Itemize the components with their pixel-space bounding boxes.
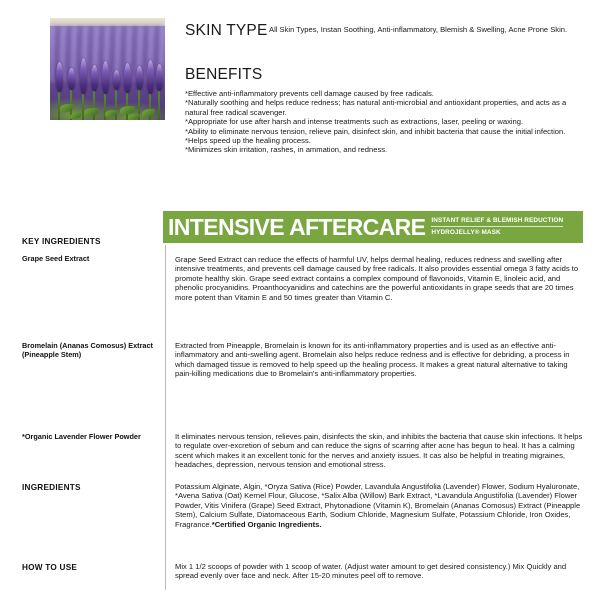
- key-ingredient-name-line: Grape Seed Extract: [22, 254, 90, 263]
- organic-footnote: *Certified Organic Ingredients.: [211, 519, 322, 529]
- photo-lavender-spike: [124, 63, 131, 93]
- key-ingredient-name-line: Bromelain (Ananas Comosus) Extract: [22, 341, 153, 350]
- key-ingredient-name: [22, 341, 167, 359]
- benefit-item: *Ability to eliminate nervous tension, relieve pain, disinfect skin, and inhibit bacteria that cause the initial infection.: [185, 126, 566, 136]
- skin-type-value: All Skin Types, Instan Soothing, Anti-inflammatory, Blemish & Swelling, Acne Prone Skin.: [269, 25, 568, 34]
- banner-tagline: [431, 217, 563, 237]
- photo-lavender-spike: [91, 65, 98, 91]
- key-ingredient-name-line: *Organic Lavender Flower Powder: [22, 432, 141, 441]
- photo-lavender-spike: [113, 70, 120, 90]
- column-divider: [165, 245, 166, 590]
- key-ingredient-description: It eliminates nervous tension, relieves pain, disinfects the skin, and inhibits the bacteria that cause skin infections. It helps to regulate over-excretion of sebum and can reduce the signs of scarring after acne has begun to heal. It has a calming scent which makes it an excellent tonic for the nerves and anxiety issues. It cas also be helpful in treating migraines, headaches, depression, nervous tension and emotional stress.: [175, 432, 583, 470]
- photo-lavender-spike: [68, 68, 75, 90]
- banner-tagline-line2: HYDROJELLY® MASK: [431, 229, 501, 236]
- key-ingredient-description: Grape Seed Extract can reduce the effects of harmful UV, helps dermal healing, reduces redness and swelling after intensive treatments, and prevents cell damage caused by free radicals. It also provides essential omega 3 fatty acids to promote healthy skin. Grape seed extract contains a complex compound of flavonoids, Vitamin E, linoleic acid, and phenolic procyanidins. Proanthocyanidins and catechins are the powerful antioxidants in grape seeds that are 20 times more potent than Vitamin E and 50 times greater than Vitamin C.: [175, 255, 579, 302]
- how-to-use-text: Mix 1 1/2 scoops of powder with 1 scoop of water. (Adjust water amount to get desired consistency.) Mix Quickly and spread evenly over face and neck. After 15-20 minutes peel off to remove.: [175, 562, 567, 581]
- benefit-item: *Appropriate for use after harsh and intense treatments such as extractions, laser, peeling or waxing.: [185, 117, 524, 127]
- benefit-item: *Helps speed up the healing process.: [185, 136, 311, 146]
- benefits-label: BENEFITS: [185, 66, 263, 83]
- photo-stem: [158, 87, 160, 120]
- photo-lavender-spike: [147, 60, 154, 94]
- benefits-section: [185, 66, 585, 155]
- lavender-field-photo: [50, 18, 165, 120]
- key-ingredient-description: Extracted from Pineapple, Bromelain is known for its anti-inflammatory properties and is used as an effective anti-inflammatory and anti-swelling agent. Bromelain also helps reduce redness and is effective for debriding, a process in which damaged tissue is removed to help speed up the healing process. It makes a great natural alternative to taking pain-killing medications due to Bromelain's anti-inflammatory properties.: [175, 341, 570, 379]
- banner-tagline-line1: INSTANT RELIEF & BLEMISH REDUCTION: [431, 217, 563, 227]
- benefits-list: [185, 89, 585, 155]
- key-ingredient-name: [22, 254, 167, 263]
- key-ingredients-label: KEY INGREDIENTS: [22, 237, 101, 246]
- benefit-item: *Minimizes skin irritation, rashes, in ammation, and redness.: [185, 145, 388, 155]
- photo-lavender-spike: [56, 62, 63, 92]
- photo-lavender-spike: [80, 58, 87, 94]
- how-to-use-label: HOW TO USE: [22, 563, 78, 572]
- product-title-banner: [163, 211, 583, 243]
- photo-lavender-spike: [156, 64, 163, 91]
- photo-stem: [58, 88, 60, 120]
- skin-type-label: SKIN TYPE: [185, 22, 268, 39]
- ingredients-label: INGREDIENTS: [22, 483, 81, 492]
- ingredients-text: Potassium Alginate, Algin, *Oryza Sativa (Rice) Powder, Lavandula Angustifolia (Lavender) Flower, Sodium Hyaluronate, *Avena Sativa (Oat) Kernel Flour, Glucose, *Salix Alba (Willow) Bark Extract, *Lavandula Angustifolia (Lavender) Flower Powder, Vitis Vinifera (Grape) Seed Extract, Phytonadione (Vitamin K), Bromelain (Ananas Comosus) Extract (Pineapple Stem), Calcium Sulfate, Diatomaceous Earth, Sodium Chloride, Magnesium Sulfate, Potassium Chloride, Iron Oxides, Fragrance.*Certified Organic Ingredients.: [175, 482, 581, 529]
- key-ingredient-name-line: (Pineapple Stem): [22, 350, 82, 360]
- photo-lavender-spike: [136, 66, 143, 90]
- benefit-item: *Effective anti-inflammatory prevents cell damage caused by free radicals.: [185, 89, 434, 98]
- banner-product-name: INTENSIVE AFTERCARE: [168, 213, 426, 240]
- photo-lavender-spike: [102, 61, 109, 94]
- benefit-item: *Naturally soothing and helps reduce redness; has natural anti-microbial and antioxidant properties, and acts as a natural free radical scavenger.: [185, 98, 567, 117]
- key-ingredient-name: [22, 432, 167, 441]
